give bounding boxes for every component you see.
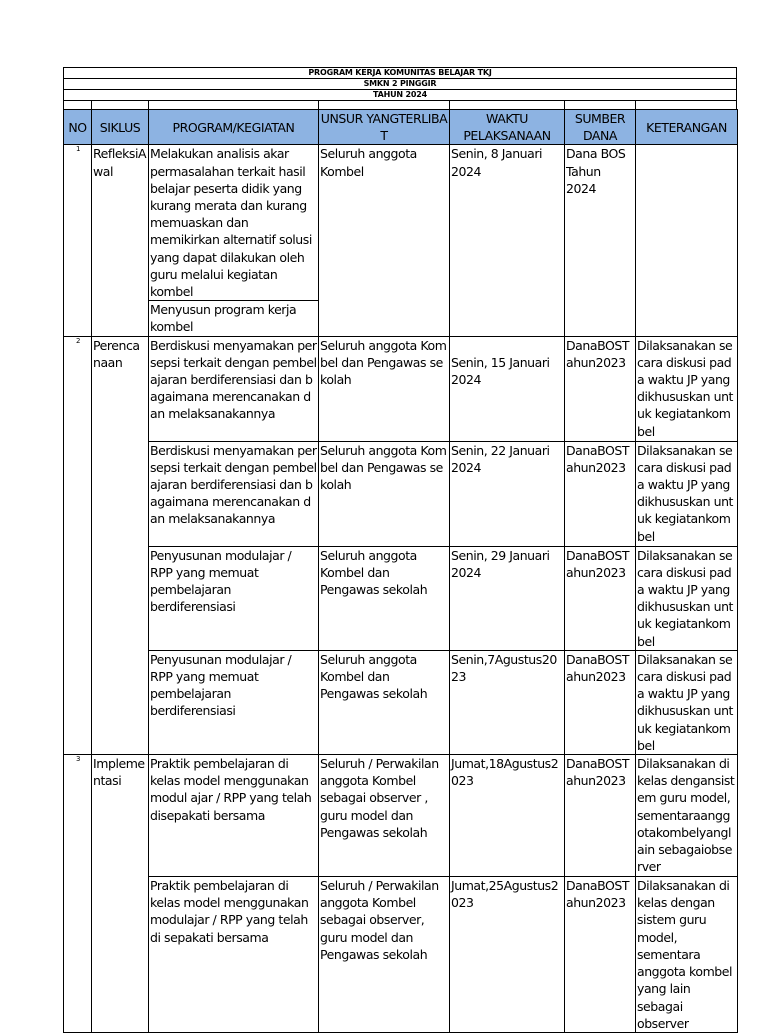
- table-row: [64, 650, 738, 754]
- col-header-no: NO: [64, 110, 92, 145]
- program-cell: Menyusun program kerja kombel: [149, 301, 319, 336]
- row-number: 2: [64, 336, 92, 754]
- row-number: 3: [64, 755, 92, 1033]
- waktu-cell: Senin, 29 Januari 2024: [450, 546, 565, 650]
- program-cell: Praktik pembelajaran di kelas model menggunakan modulajar / RPP yang telah di sepakati bersama: [149, 877, 319, 1033]
- table-row: [64, 877, 738, 1033]
- program-cell: Melakukan analisis akar permasalahan terkait hasil belajar peserta didik yang kurang merata dan kurang memuaskan dan memikirkan alternatif solusi yang dapat dilakukan oleh guru melalui kegiatan kombel: [149, 145, 319, 301]
- col-header-siklus: SIKLUS: [92, 110, 149, 145]
- school-name: SMKN 2 PINGGIR: [63, 78, 737, 89]
- dana-cell: DanaBOSTahun2023: [565, 755, 636, 877]
- row-number: 1: [64, 145, 92, 336]
- dana-cell: DanaBOSTahun2023: [565, 877, 636, 1033]
- table-row: [64, 441, 738, 546]
- col-header-dana: SUMBER DANA: [565, 110, 636, 145]
- dana-cell: DanaBOSTahun2023: [565, 546, 636, 650]
- table-row: [64, 755, 738, 877]
- unsur-cell: Seluruh anggota Kombel dan Pengawas sekolah: [319, 336, 450, 441]
- document-year: TAHUN 2024: [63, 89, 737, 101]
- waktu-cell: Senin,7Agustus2023: [450, 650, 565, 754]
- unsur-cell: Seluruh anggota Kombel dan Pengawas sekolah: [319, 546, 450, 650]
- waktu-cell: Jumat,18Agustus2023: [450, 755, 565, 877]
- dana-cell: DanaBOSTahun2023: [565, 650, 636, 754]
- unsur-cell: Seluruh / Perwakilan anggota Kombel sebagai observer , guru model dan Pengawas sekolah: [319, 755, 450, 877]
- table-row: [64, 336, 738, 441]
- keterangan-cell: Dilaksanakan secara diskusi pada waktu JP yang dikhususkan untuk kegiatankombel: [636, 336, 738, 441]
- col-header-waktu: WAKTU PELAKSANAAN: [450, 110, 565, 145]
- program-cell: Berdiskusi menyamakan persepsi terkait dengan pembelajaran berdiferensiasi dan bagaimana merencanakan dan melaksanakannya: [149, 336, 319, 441]
- program-cell: Berdiskusi menyamakan persepsi terkait dengan pembelajaran berdiferensiasi dan bagaimana merencanakan dan melaksanakannya: [149, 441, 319, 546]
- table-row: [64, 145, 738, 301]
- unsur-cell: Seluruh / Perwakilan anggota Kombel sebagai observer, guru model dan Pengawas sekolah: [319, 877, 450, 1033]
- dana-cell: DanaBOSTahun2023: [565, 336, 636, 441]
- table-header-row: [64, 110, 738, 145]
- siklus-cell: Perencanaan: [92, 336, 149, 754]
- program-cell: Penyusunan modulajar / RPP yang memuat pembelajaran berdiferensiasi: [149, 650, 319, 754]
- col-header-program: PROGRAM/KEGIATAN: [149, 110, 319, 145]
- program-cell: Penyusunan modulajar / RPP yang memuat pembelajaran berdiferensiasi: [149, 546, 319, 650]
- table-row: [64, 546, 738, 650]
- keterangan-cell: Dilaksanakan secara diskusi pada waktu JP yang dikhususkan untuk kegiatankombel: [636, 441, 738, 546]
- unsur-cell: Seluruh anggota Kombel dan Pengawas sekolah: [319, 441, 450, 546]
- waktu-cell: Senin, 15 Januari 2024: [450, 336, 565, 441]
- waktu-cell: Senin, 8 Januari 2024: [450, 145, 565, 336]
- waktu-cell: Jumat,25Agustus2023: [450, 877, 565, 1033]
- program-table: [63, 109, 738, 1033]
- unsur-cell: Seluruh anggota Kombel: [319, 145, 450, 336]
- keterangan-cell: Dilaksanakan secara diskusi pada waktu JP yang dikhususkan untuk kegiatankombel: [636, 650, 738, 754]
- document-sheet: [63, 67, 737, 1033]
- spacer-row: [63, 101, 737, 109]
- keterangan-cell: Dilaksanakan di kelas dengansistem guru model, sementaraanggotakombelyanglain sebagaiobserver: [636, 755, 738, 877]
- waktu-cell: Senin, 22 Januari 2024: [450, 441, 565, 546]
- keterangan-cell: Dilaksanakan secara diskusi pada waktu JP yang dikhususkan untuk kegiatankombel: [636, 546, 738, 650]
- col-header-keterangan: KETERANGAN: [636, 110, 738, 145]
- program-cell: Praktik pembelajaran di kelas model menggunakan modul ajar / RPP yang telah disepakati bersama: [149, 755, 319, 877]
- siklus-cell: RefleksiAwal: [92, 145, 149, 336]
- keterangan-cell: Dilaksanakan di kelas dengan sistem guru model, sementara anggota kombel yang lain sebagai observer: [636, 877, 738, 1033]
- document-title: PROGRAM KERJA KOMUNITAS BELAJAR TKJ: [63, 67, 737, 78]
- dana-cell: DanaBOSTahun2023: [565, 441, 636, 546]
- keterangan-cell: [636, 145, 738, 336]
- dana-cell: Dana BOS Tahun 2024: [565, 145, 636, 336]
- siklus-cell: Implementasi: [92, 755, 149, 1033]
- unsur-cell: Seluruh anggota Kombel dan Pengawas sekolah: [319, 650, 450, 754]
- col-header-unsur: UNSUR YANGTERLIBAT: [319, 110, 450, 145]
